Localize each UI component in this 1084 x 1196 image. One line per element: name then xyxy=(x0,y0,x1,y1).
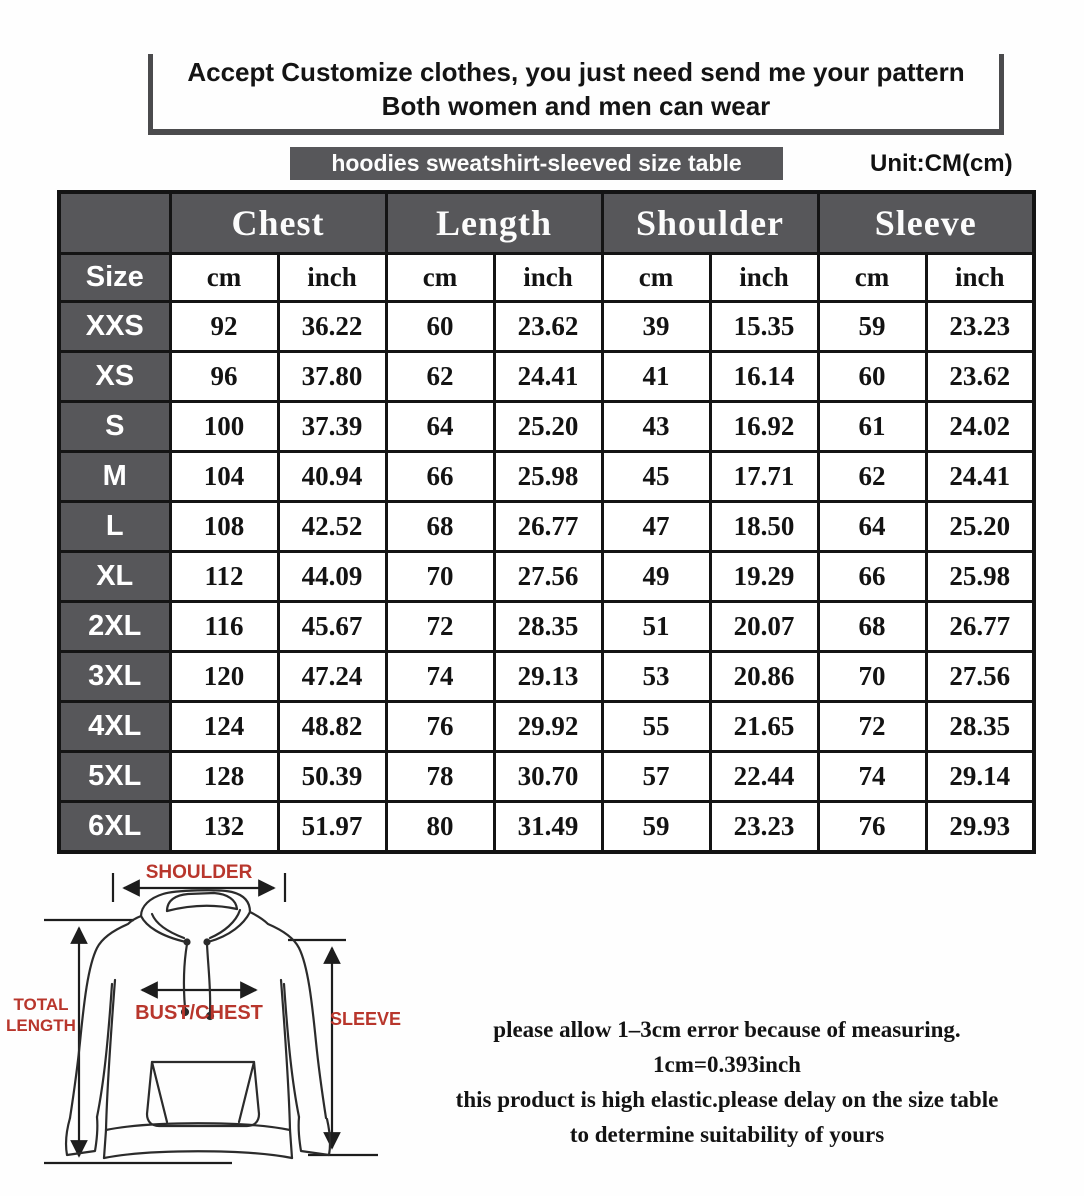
size-table-body xyxy=(59,302,1034,853)
table-row xyxy=(59,302,1034,352)
header-line-2: Both women and men can wear xyxy=(381,91,771,121)
measurement-cell: 23.62 xyxy=(926,352,1034,402)
measurement-cell: 64 xyxy=(818,502,926,552)
group-header-sleeve: Sleeve xyxy=(818,192,1034,254)
sub-header-cm: cm xyxy=(170,254,278,302)
header-line-1: Accept Customize clothes, you just need send me your pattern xyxy=(187,57,965,87)
measurement-cell: 70 xyxy=(386,552,494,602)
note-line: to determine suitability of yours xyxy=(569,1122,885,1147)
table-row xyxy=(59,602,1034,652)
group-header-length: Length xyxy=(386,192,602,254)
measurement-cell: 37.39 xyxy=(278,402,386,452)
measurement-cell: 59 xyxy=(602,802,710,853)
measurement-cell: 44.09 xyxy=(278,552,386,602)
measurement-cell: 72 xyxy=(818,702,926,752)
measurement-cell: 78 xyxy=(386,752,494,802)
measurement-cell: 18.50 xyxy=(710,502,818,552)
size-label: 2XL xyxy=(59,602,170,652)
measurement-cell: 66 xyxy=(386,452,494,502)
hoodie-measurement-diagram xyxy=(0,862,420,1196)
measurement-cell: 120 xyxy=(170,652,278,702)
measurement-cell: 60 xyxy=(386,302,494,352)
measurement-cell: 55 xyxy=(602,702,710,752)
table-row xyxy=(59,652,1034,702)
measurement-cell: 132 xyxy=(170,802,278,853)
sub-header-inch: inch xyxy=(278,254,386,302)
measurement-cell: 47.24 xyxy=(278,652,386,702)
measurement-cell: 68 xyxy=(386,502,494,552)
measurement-cell: 37.80 xyxy=(278,352,386,402)
measurement-cell: 30.70 xyxy=(494,752,602,802)
sub-header-cm: cm xyxy=(818,254,926,302)
measurement-cell: 74 xyxy=(818,752,926,802)
size-table-title: hoodies sweatshirt-sleeved size table xyxy=(331,150,742,176)
size-label: XS xyxy=(59,352,170,402)
sub-header-cm: cm xyxy=(602,254,710,302)
note-line: this product is high elastic.please delay on the size table xyxy=(455,1087,999,1112)
table-row xyxy=(59,802,1034,853)
measurement-cell: 59 xyxy=(818,302,926,352)
measurement-cell: 43 xyxy=(602,402,710,452)
sub-header-inch: inch xyxy=(710,254,818,302)
size-table-title-bar xyxy=(290,147,783,180)
measurement-cell: 29.14 xyxy=(926,752,1034,802)
group-header-row xyxy=(59,192,1034,254)
measurement-cell: 25.98 xyxy=(494,452,602,502)
measurement-cell: 27.56 xyxy=(926,652,1034,702)
measurement-cell: 68 xyxy=(818,602,926,652)
measurement-cell: 29.92 xyxy=(494,702,602,752)
measurement-cell: 25.20 xyxy=(926,502,1034,552)
measurement-cell: 20.86 xyxy=(710,652,818,702)
table-row xyxy=(59,402,1034,452)
measurement-cell: 16.92 xyxy=(710,402,818,452)
measurement-cell: 70 xyxy=(818,652,926,702)
measurement-cell: 76 xyxy=(818,802,926,853)
size-label: M xyxy=(59,452,170,502)
size-table xyxy=(57,190,1036,854)
measurement-cell: 31.49 xyxy=(494,802,602,853)
measurement-cell: 29.93 xyxy=(926,802,1034,853)
measurement-cell: 62 xyxy=(818,452,926,502)
measurement-cell: 24.41 xyxy=(926,452,1034,502)
header-bracket-box xyxy=(148,54,1004,135)
size-label: XL xyxy=(59,552,170,602)
measurement-cell: 19.29 xyxy=(710,552,818,602)
sub-header-cm: cm xyxy=(386,254,494,302)
measurement-cell: 29.13 xyxy=(494,652,602,702)
measurement-cell: 51.97 xyxy=(278,802,386,853)
measurement-cell: 104 xyxy=(170,452,278,502)
size-column-header: Size xyxy=(59,254,170,302)
measurement-cell: 17.71 xyxy=(710,452,818,502)
measurement-cell: 21.65 xyxy=(710,702,818,752)
size-label: 4XL xyxy=(59,702,170,752)
measurement-cell: 15.35 xyxy=(710,302,818,352)
shoulder-measure-label: SHOULDER xyxy=(145,862,253,883)
size-label: L xyxy=(59,502,170,552)
table-row xyxy=(59,702,1034,752)
note-line: 1cm=0.393inch xyxy=(653,1052,801,1077)
measurement-cell: 57 xyxy=(602,752,710,802)
measurement-cell: 45.67 xyxy=(278,602,386,652)
note-line: please allow 1–3cm error because of measuring. xyxy=(493,1017,961,1042)
total-length-measure-label: TOTAL LENGTH xyxy=(6,995,76,1035)
measurement-cell: 92 xyxy=(170,302,278,352)
measurement-cell: 116 xyxy=(170,602,278,652)
measurement-cell: 23.23 xyxy=(710,802,818,853)
table-row xyxy=(59,552,1034,602)
measurement-notes xyxy=(402,1012,1052,1152)
measurement-cell: 100 xyxy=(170,402,278,452)
measurement-cell: 53 xyxy=(602,652,710,702)
measurement-cell: 60 xyxy=(818,352,926,402)
sub-header-row xyxy=(59,254,1034,302)
measurement-cell: 42.52 xyxy=(278,502,386,552)
measurement-cell: 39 xyxy=(602,302,710,352)
table-row xyxy=(59,752,1034,802)
measurement-cell: 76 xyxy=(386,702,494,752)
sub-header-inch: inch xyxy=(926,254,1034,302)
measurement-cell: 23.23 xyxy=(926,302,1034,352)
size-label: S xyxy=(59,402,170,452)
group-header-shoulder: Shoulder xyxy=(602,192,818,254)
measurement-cell: 36.22 xyxy=(278,302,386,352)
measurement-cell: 72 xyxy=(386,602,494,652)
measurement-cell: 50.39 xyxy=(278,752,386,802)
measurement-cell: 23.62 xyxy=(494,302,602,352)
measurement-cell: 41 xyxy=(602,352,710,402)
measurement-cell: 80 xyxy=(386,802,494,853)
measurement-cell: 128 xyxy=(170,752,278,802)
size-label: 6XL xyxy=(59,802,170,853)
measurement-cell: 45 xyxy=(602,452,710,502)
measurement-cell: 64 xyxy=(386,402,494,452)
measurement-cell: 51 xyxy=(602,602,710,652)
measurement-cell: 112 xyxy=(170,552,278,602)
table-row xyxy=(59,452,1034,502)
size-label: 5XL xyxy=(59,752,170,802)
measurement-cell: 62 xyxy=(386,352,494,402)
measurement-cell: 108 xyxy=(170,502,278,552)
measurement-cell: 61 xyxy=(818,402,926,452)
measurement-cell: 74 xyxy=(386,652,494,702)
measurement-cell: 47 xyxy=(602,502,710,552)
measurement-cell: 96 xyxy=(170,352,278,402)
size-label: 3XL xyxy=(59,652,170,702)
measurement-cell: 22.44 xyxy=(710,752,818,802)
measurement-cell: 40.94 xyxy=(278,452,386,502)
size-label: XXS xyxy=(59,302,170,352)
measurement-cell: 27.56 xyxy=(494,552,602,602)
measurement-cell: 16.14 xyxy=(710,352,818,402)
measurement-cell: 28.35 xyxy=(926,702,1034,752)
measurement-cell: 66 xyxy=(818,552,926,602)
sub-header-inch: inch xyxy=(494,254,602,302)
measurement-cell: 24.02 xyxy=(926,402,1034,452)
table-row xyxy=(59,352,1034,402)
measurement-cell: 25.98 xyxy=(926,552,1034,602)
measurement-cell: 25.20 xyxy=(494,402,602,452)
corner-cell xyxy=(59,192,170,254)
measurement-cell: 26.77 xyxy=(926,602,1034,652)
bust-chest-measure-label: BUST/CHEST xyxy=(135,1002,263,1024)
measurement-cell: 24.41 xyxy=(494,352,602,402)
measurement-cell: 124 xyxy=(170,702,278,752)
measurement-cell: 28.35 xyxy=(494,602,602,652)
measurement-cell: 48.82 xyxy=(278,702,386,752)
measurement-cell: 49 xyxy=(602,552,710,602)
measurement-cell: 26.77 xyxy=(494,502,602,552)
unit-label: Unit:CM(cm) xyxy=(870,150,1013,177)
sleeve-measure-label: SLEEVE xyxy=(330,1009,402,1029)
table-row xyxy=(59,502,1034,552)
group-header-chest: Chest xyxy=(170,192,386,254)
measurement-cell: 20.07 xyxy=(710,602,818,652)
